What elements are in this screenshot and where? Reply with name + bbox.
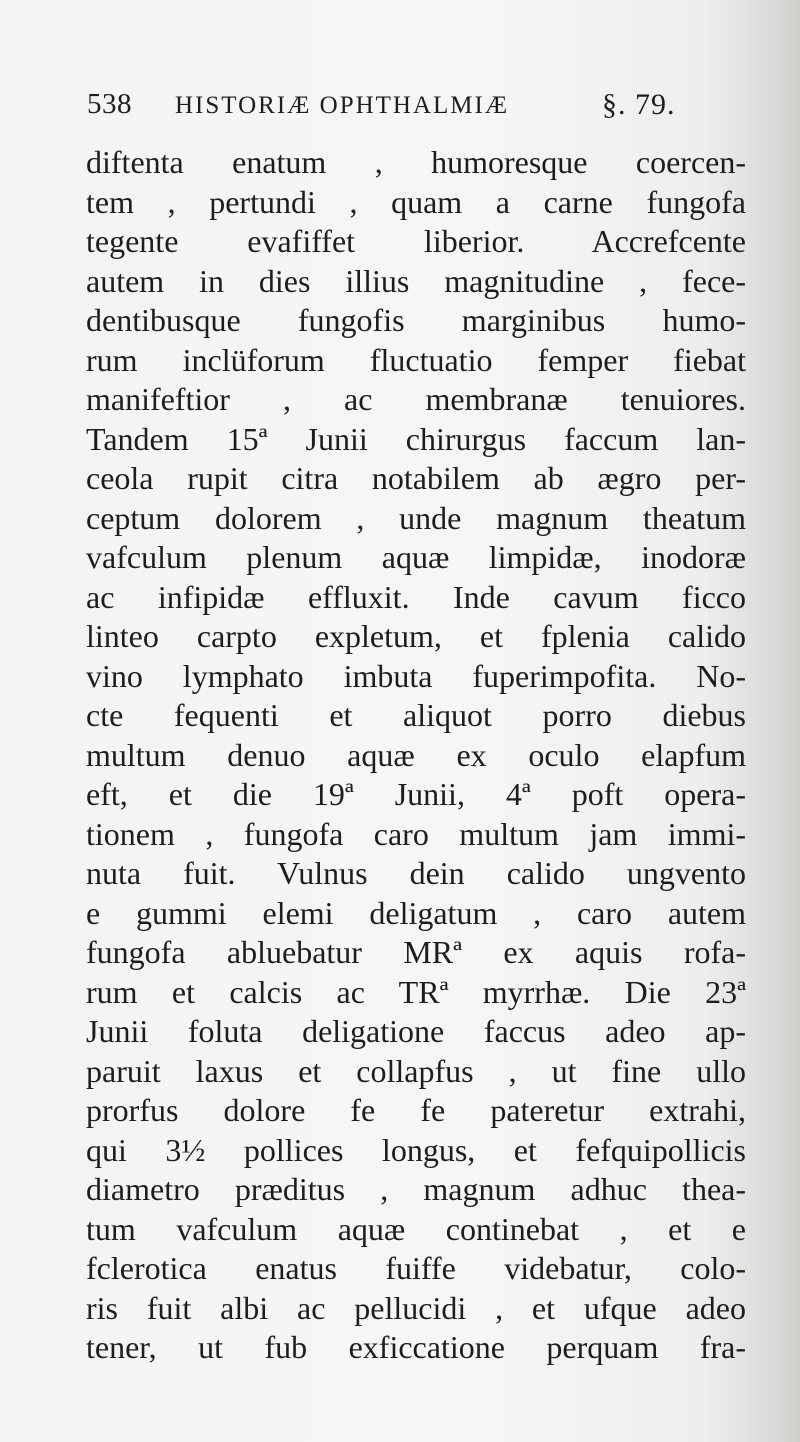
- text-line: diftenta enatum , humoresque coercen-: [86, 144, 746, 180]
- text-line: tem , pertundi , quam a carne fungofa: [86, 183, 746, 220]
- text-line: autem in dies illius magnitudine , fece-: [86, 262, 746, 299]
- text-line: qui 3½ pollices longus, et fefquipollicis: [86, 1131, 746, 1168]
- section-reference: §. 79.: [602, 88, 676, 121]
- text-line: Junii foluta deligatione faccus adeo ap-: [86, 1013, 746, 1049]
- text-line: linteo carpto expletum, et fplenia calido: [86, 618, 746, 654]
- page-header: [87, 86, 747, 126]
- text-line: vino lymphato imbuta fuperimpofita. No-: [86, 657, 746, 694]
- text-line: dentibusque fungofis marginibus humo-: [86, 302, 746, 338]
- text-line: e gummi elemi deligatum , caro autem: [86, 894, 746, 931]
- text-line: vafculum plenum aquæ limpidæ, inodoræ: [86, 539, 746, 575]
- text-line: ceptum dolorem , unde magnum theatum: [86, 499, 746, 536]
- text-line: prorfus dolore fe fe pateretur extrahi,: [86, 1092, 746, 1128]
- text-line: eft, et die 19ª Junii, 4ª poft opera-: [86, 776, 746, 812]
- text-line: cte fequenti et aliquot porro diebus: [86, 697, 746, 733]
- text-line: multum denuo aquæ ex oculo elapfum: [86, 736, 746, 773]
- text-line: Tandem 15ª Junii chirurgus faccum lan-: [86, 420, 746, 457]
- text-line: nuta fuit. Vulnus dein calido ungvento: [86, 855, 746, 891]
- page-number: 538: [87, 88, 132, 120]
- text-line: ac infipidæ effluxit. Inde cavum ficco: [86, 578, 746, 615]
- text-line: fclerotica enatus fuiffe videbatur, colo-: [86, 1250, 746, 1286]
- text-line: tionem , fungofa caro multum jam immi-: [86, 815, 746, 852]
- running-title: HISTORIÆ OPHTHALMIÆ: [175, 92, 510, 119]
- text-line: diametro præditus , magnum adhuc thea-: [86, 1171, 746, 1207]
- text-line: rum et calcis ac TRª myrrhæ. Die 23ª: [86, 973, 746, 1010]
- text-line: ceola rupit citra notabilem ab ægro per-: [86, 460, 746, 496]
- text-line: ris fuit albi ac pellucidi , et ufque adeo: [86, 1289, 746, 1326]
- text-line: tum vafculum aquæ continebat , et e: [86, 1210, 746, 1247]
- text-line: fungofa abluebatur MRª ex aquis rofa-: [86, 934, 746, 970]
- text-line: tener, ut fub exficcatione perquam fra-: [86, 1329, 746, 1365]
- text-line: tegente evafiffet liberior. Accrefcente: [86, 223, 746, 259]
- body-text: [86, 143, 756, 1368]
- text-line: paruit laxus et collapfus , ut fine ullo: [86, 1052, 746, 1089]
- text-line: manifeftior , ac membranæ tenuiores.: [86, 381, 746, 417]
- text-line: rum inclüforum fluctuatio femper fiebat: [86, 341, 746, 378]
